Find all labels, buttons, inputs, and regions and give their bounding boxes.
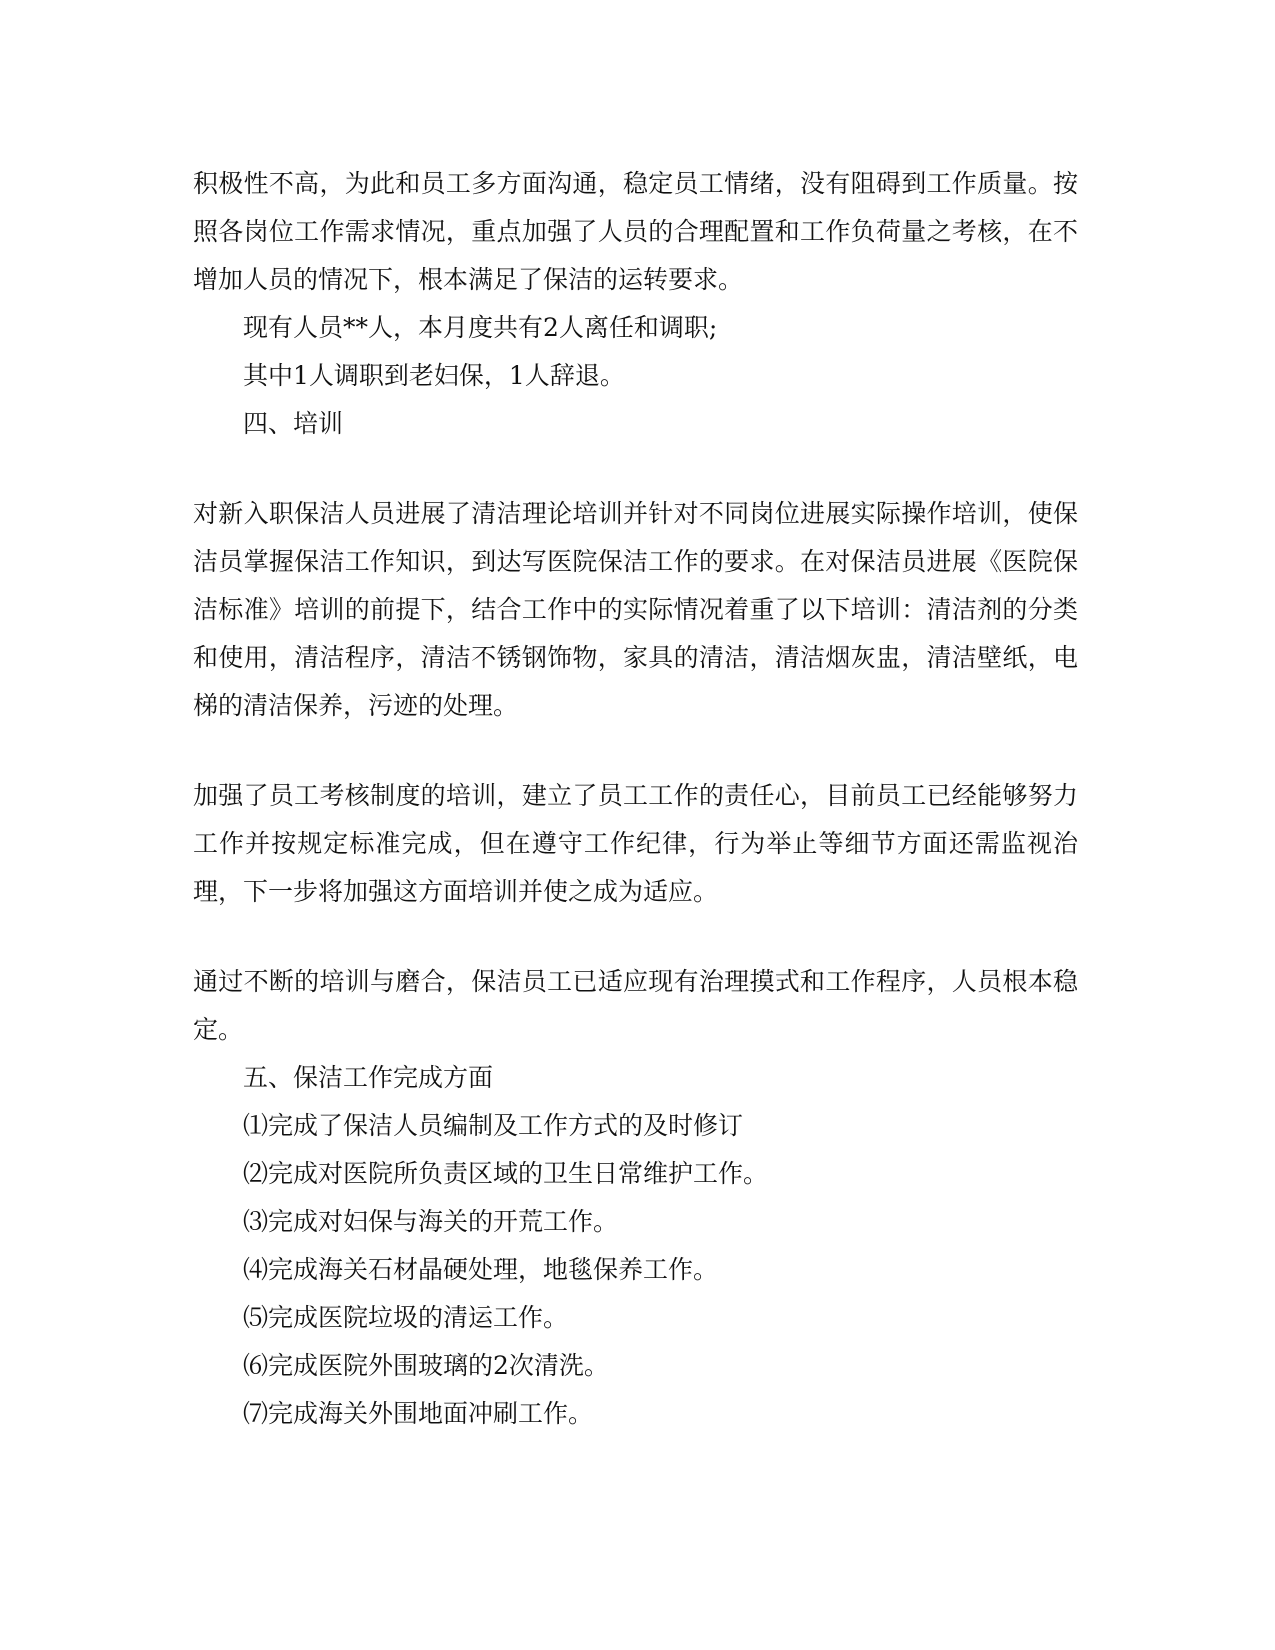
list-item-completion-7: ⑺完成海关外围地面冲刷工作。: [243, 1399, 594, 1428]
list-item-completion-2: ⑵完成对医院所负责区域的卫生日常维护工作。: [243, 1159, 769, 1188]
paragraph-staff-transfer: 其中1人调职到老妇保，1人辞退。: [243, 361, 625, 390]
section-heading-training: 四、培训: [243, 409, 344, 438]
paragraph-training-result: 通过不断的培训与磨合，保洁员工已适应现有治理摸式和工作程序，人员根本稳定。: [193, 967, 1078, 1044]
list-item-completion-6: ⑹完成医院外围玻璃的2次清洗。: [243, 1351, 609, 1380]
section-heading-completion: 五、保洁工作完成方面: [243, 1063, 494, 1092]
paragraph-training-new-staff: 对新入职保洁人员进展了清洁理论培训并针对不同岗位进展实际操作培训，使保洁员掌握保洁工作知识，到达写医院保洁工作的要求。在对保洁员进展《医院保洁标准》培训的前提下，结合工作中的实际情况着重了以下培训：清洁剂的分类和使用，清洁程序，清洁不锈钢饰物，家具的清洁，清洁烟灰盅，清洁壁纸，电梯的清洁保养，污迹的处理。: [193, 499, 1078, 720]
paragraph-staffing-summary: 积极性不高，为此和员工多方面沟通，稳定员工情绪，没有阻碍到工作质量。按照各岗位工作需求情况，重点加强了人员的合理配置和工作负荷量之考核，在不增加人员的情况下，根本满足了保洁的运转要求。: [193, 169, 1078, 294]
list-item-completion-1: ⑴完成了保洁人员编制及工作方式的及时修订: [243, 1111, 744, 1140]
document-body: [193, 160, 1078, 1438]
list-item-completion-5: ⑸完成医院垃圾的清运工作。: [243, 1303, 569, 1332]
paragraph-training-assessment: 加强了员工考核制度的培训，建立了员工工作的责任心，目前员工已经能够努力工作并按规定标准完成，但在遵守工作纪律，行为举止等细节方面还需监视治理，下一步将加强这方面培训并使之成为适应。: [193, 781, 1078, 906]
paragraph-staff-count: 现有人员**人，本月度共有2人离任和调职;: [243, 313, 718, 342]
list-item-completion-3: ⑶完成对妇保与海关的开荒工作。: [243, 1207, 619, 1236]
list-item-completion-4: ⑷完成海关石材晶硬处理，地毯保养工作。: [243, 1255, 719, 1284]
